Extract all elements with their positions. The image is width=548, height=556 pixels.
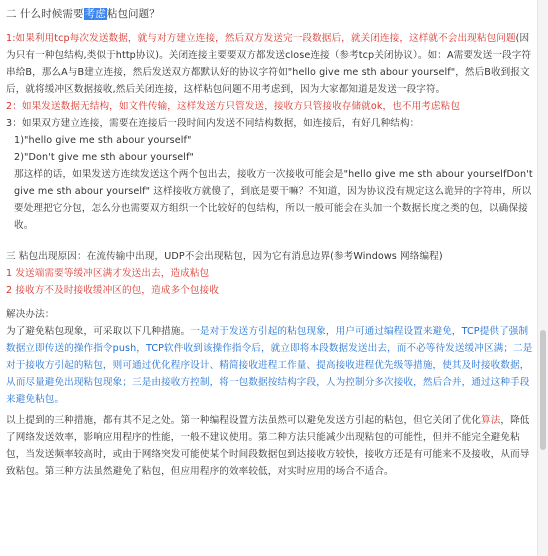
point-1-rest-text: (因为只有一种包结构,类似于http协议)。关闭连接主要要双方都发送close连接（参考tcp关闭协议）。如：A需要发送一段字符串给B，那么A与B建立连接，然后发送双方都默认好的协议字符如"hello give me sth abour yourself"，然后B收到报文后，就将缓冲区数据接收,然后关闭连接，这样粘包问题不用考虑到，因为大家都知道是发送一段字符。: [6, 33, 532, 95]
example-1: 1)"hello give me sth abour yourself": [14, 135, 192, 146]
solution-blue-text: 一是对于发送方引起的粘包现象，用户可通过编程设置来避免，TCP提供了强制数据立即传送的操作指令push，TCP软件收到该操作指令后，就立即将本段数据发送出去，而不必等待发送缓冲区满；二是对于接收方引起的粘包，则可通过优化程序设计、精简接收进程工作量、提高接收进程优先级等措施，使其及时接收数据，从而尽量避免出现粘包现象；三是由接收方控制，将一包数据按结构字段，人为控制分多次接收，然后合并，通过这种手段来避免粘包。: [6, 326, 533, 405]
vertical-scrollbar[interactable]: [537, 0, 548, 556]
point-1-paragraph: [6, 30, 534, 98]
point-2-paragraph: 2：如果发送数据无结构，如文件传输，这样发送方只管发送，接收方只管接收存储就ok，也不用考虑粘包: [6, 101, 461, 112]
example-2: 2)"Don't give me sth abour yourself": [14, 152, 195, 163]
scrollbar-thumb[interactable]: [540, 330, 546, 450]
solution-paragraph: 为了避免粘包现象，可采取以下几种措施。一是对于发送方引起的粘包现象，用户可通过编程设置来避免，TCP提供了强制数据立即传送的操作指令push，TCP软件收到该操作指令后，就立即将本段数据发送出去，而不必等待发送缓冲区满；二是对于接收方引起的粘包，则可通过优化程序设计、精简接收进程工作量、提高接收进程优先级等措施，使其及时接收数据，从而尽量避免出现粘包现象；三是由接收方控制，将一包数据按结构字段，人为控制分多次接收，然后合并，通过这种手段来避免粘包。: [6, 326, 533, 405]
cause-2: 2 接收方不及时接收缓冲区的包，造成多个包接收: [6, 285, 219, 296]
point-4-paragraph: 那这样的话，如果发送方连续发送这个两个包出去，接收方一次接收可能会是"hello give me sth abour yourselfDon't give me sth abour yourself" 这样接收方就傻了，到底是要干嘛？不知道，因为协议没有规定这么诡异的字符串，所以要处理把它分包，怎么分也需要双方组织一个比较好的包结构，所以一般可能会在头加一个数据长度之类的包，以确保接收。: [14, 169, 533, 231]
cause-1: 1 发送端需要等缓冲区满才发送出去，造成粘包: [6, 268, 210, 279]
selected-text[interactable]: 考虑: [84, 8, 106, 20]
solution-heading: 解决办法：: [6, 309, 55, 320]
section-2-heading: 二 什么时候需要考虑粘包问题？: [6, 8, 160, 20]
article-body: [6, 4, 534, 480]
conclusion-paragraph: 以上提到的三种措施，都有其不足之处。第一种编程设置方法虽然可以避免发送方引起的粘包，但它关闭了优化算法，降低了网络发送效率，影响应用程序的性能，一般不建议使用。第二种方法只能减少出现粘包的可能性，但并不能完全避免粘包，当发送频率较高时，或由于网络突发可能使某个时间段数据包到达接收方较快，接收方还是有可能来不及接收，从而导致粘包。第三种方法虽然避免了粘包，但应用程序的效率较低，对实时应用的场合不适合。: [6, 415, 530, 477]
point-3-paragraph: 3：如果双方建立连接，需要在连接后一段时间内发送不同结构数据，如连接后，有好几种结构：: [6, 118, 420, 129]
section-3-heading: 三 粘包出现原因：在流传输中出现，UDP不会出现粘包，因为它有消息边界(参考Windows 网络编程): [6, 251, 443, 262]
point-1-red-text: 1:如果利用tcp每次发送数据，就与对方建立连接，然后双方发送完一段数据后，就关闭连接，这样就不会出现粘包问题: [6, 33, 516, 44]
